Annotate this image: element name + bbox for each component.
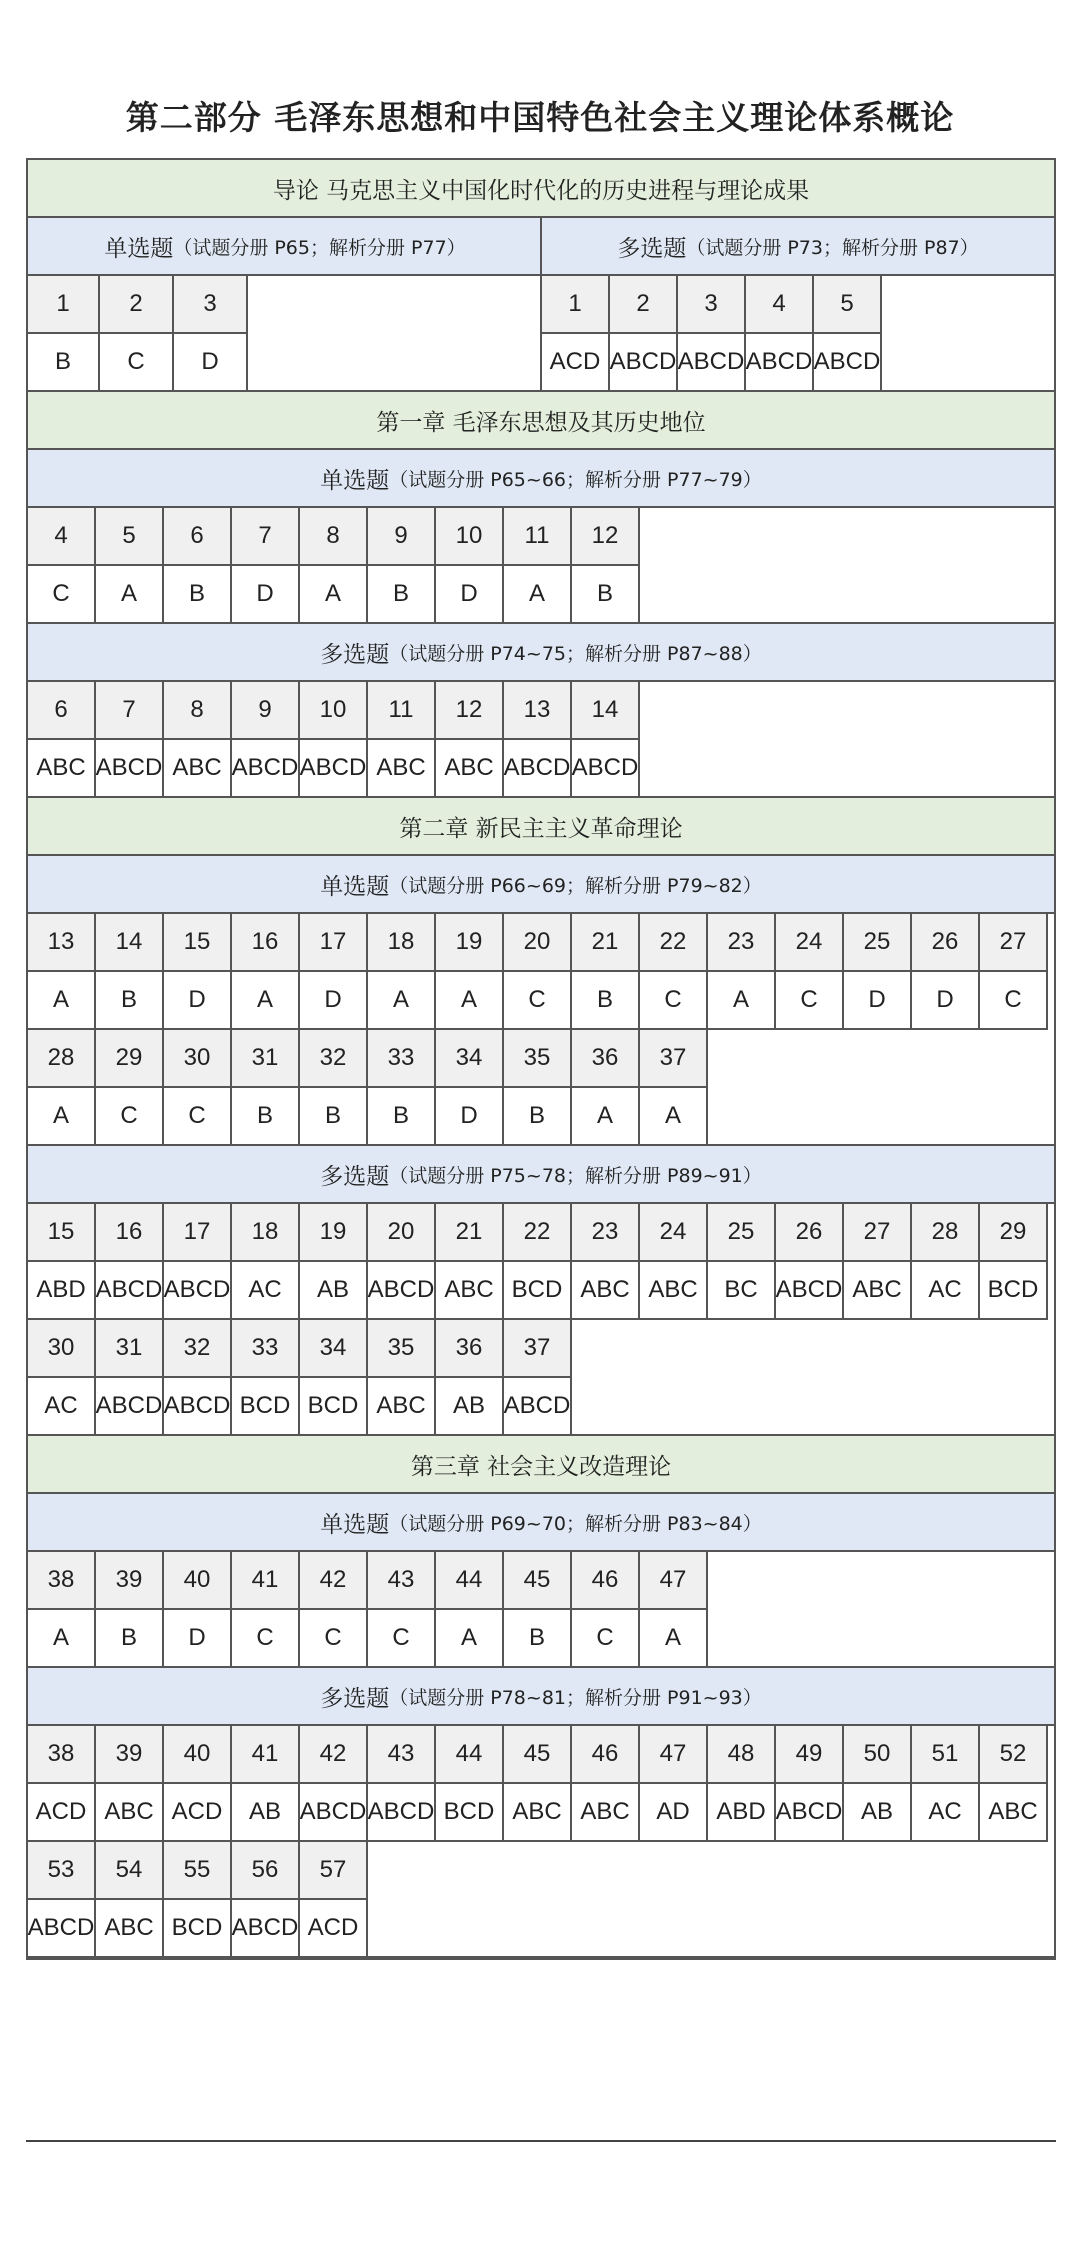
- question-number-cell: 2: [100, 276, 174, 334]
- question-number-cell: 29: [96, 1030, 164, 1088]
- answer-cell: ABC: [96, 1784, 164, 1842]
- answer-cell: B: [572, 566, 640, 624]
- answer-cell: ACD: [164, 1784, 232, 1842]
- question-number-cell: 53: [28, 1842, 96, 1900]
- question-number-cell: 9: [368, 508, 436, 566]
- question-number-cell: 45: [504, 1726, 572, 1784]
- answer-cell: C: [100, 334, 174, 392]
- answer-cell: B: [368, 1088, 436, 1146]
- multi-choice-header-page-ref: （试题分册 P75~78；解析分册 P89~91）: [389, 1164, 762, 1187]
- answer-cell: C: [640, 972, 708, 1030]
- answer-cell: C: [28, 566, 96, 624]
- answer-cell: ACD: [300, 1900, 368, 1958]
- multi-choice-header: [28, 1146, 1054, 1204]
- answer-cell: ABCD: [368, 1784, 436, 1842]
- answer-cell: BCD: [164, 1900, 232, 1958]
- answer-cell: A: [708, 972, 776, 1030]
- answer-cell: ACD: [542, 334, 610, 392]
- question-number-cell: 48: [708, 1726, 776, 1784]
- question-number-cell: 36: [436, 1320, 504, 1378]
- answer-cell: ABC: [980, 1784, 1048, 1842]
- question-number-cell: 26: [912, 914, 980, 972]
- question-number-cell: 37: [504, 1320, 572, 1378]
- question-number-cell: 34: [436, 1030, 504, 1088]
- question-number-cell: 7: [232, 508, 300, 566]
- answer-cell: A: [572, 1088, 640, 1146]
- question-number-cell: 35: [368, 1320, 436, 1378]
- question-number-cell: 1: [28, 276, 100, 334]
- question-number-cell: 46: [572, 1726, 640, 1784]
- answer-cell: AB: [844, 1784, 912, 1842]
- row-divider: [368, 1956, 1054, 1958]
- question-number-cell: 12: [572, 508, 640, 566]
- multi-choice-header: [28, 624, 1054, 682]
- answer-cell: C: [980, 972, 1048, 1030]
- question-number-cell: 41: [232, 1552, 300, 1610]
- answer-cell: D: [844, 972, 912, 1030]
- single-choice-header-page-ref: （试题分册 P65~66；解析分册 P77~79）: [389, 468, 762, 491]
- answer-cell: ABCD: [300, 1784, 368, 1842]
- answer-cell: A: [436, 972, 504, 1030]
- multi-choice-header: [542, 218, 1054, 276]
- question-number-cell: 3: [174, 276, 248, 334]
- answer-cell: AB: [232, 1784, 300, 1842]
- multi-choice-header-label: 多选题: [320, 1163, 390, 1190]
- answer-cell: A: [436, 1610, 504, 1668]
- question-number-cell: 25: [708, 1204, 776, 1262]
- multi-choice-header-page-ref: （试题分册 P74~75；解析分册 P87~88）: [389, 642, 762, 665]
- question-number-cell: 25: [844, 914, 912, 972]
- question-number-cell: 11: [368, 682, 436, 740]
- answer-cell: B: [96, 972, 164, 1030]
- answer-cell: D: [436, 1088, 504, 1146]
- page-title: 第二部分 毛泽东思想和中国特色社会主义理论体系概论: [125, 98, 955, 137]
- multi-choice-header-page-ref: （试题分册 P73；解析分册 P87）: [686, 236, 979, 259]
- question-number-cell: 32: [164, 1320, 232, 1378]
- answer-cell: D: [436, 566, 504, 624]
- question-number-cell: 40: [164, 1726, 232, 1784]
- question-number-cell: 18: [368, 914, 436, 972]
- question-number-cell: 44: [436, 1726, 504, 1784]
- question-number-cell: 43: [368, 1726, 436, 1784]
- multi-choice-header-label: 多选题: [320, 641, 390, 668]
- question-number-cell: 27: [844, 1204, 912, 1262]
- answer-cell: BCD: [300, 1378, 368, 1436]
- question-number-cell: 57: [300, 1842, 368, 1900]
- single-choice-header-page-ref: （试题分册 P66~69；解析分册 P79~82）: [389, 874, 762, 897]
- question-number-cell: 6: [164, 508, 232, 566]
- answer-cell: B: [300, 1088, 368, 1146]
- answer-cell: ABCD: [164, 1262, 232, 1320]
- question-number-cell: 22: [640, 914, 708, 972]
- question-number-cell: 36: [572, 1030, 640, 1088]
- answer-cell: A: [368, 972, 436, 1030]
- answer-cell: ABC: [368, 1378, 436, 1436]
- answer-cell: D: [300, 972, 368, 1030]
- answer-cell: ABCD: [28, 1900, 96, 1958]
- answer-cell: BCD: [232, 1378, 300, 1436]
- single-choice-header-label: 单选题: [320, 873, 390, 900]
- question-number-cell: 5: [814, 276, 882, 334]
- question-number-cell: 16: [232, 914, 300, 972]
- answer-cell: ABD: [28, 1262, 96, 1320]
- section-title: [28, 160, 1054, 218]
- multi-choice-header-label: 多选题: [320, 1685, 390, 1712]
- question-number-cell: 50: [844, 1726, 912, 1784]
- answer-cell: ABC: [368, 740, 436, 798]
- answer-cell: ABC: [96, 1900, 164, 1958]
- question-number-cell: 21: [572, 914, 640, 972]
- section-title: [28, 798, 1054, 856]
- answer-cell: B: [572, 972, 640, 1030]
- question-number-cell: 3: [678, 276, 746, 334]
- question-number-cell: 14: [96, 914, 164, 972]
- answer-cell: B: [164, 566, 232, 624]
- question-number-cell: 17: [300, 914, 368, 972]
- single-choice-header: [28, 450, 1054, 508]
- answer-cell: ABCD: [96, 740, 164, 798]
- answer-cell: ABCD: [164, 1378, 232, 1436]
- question-number-cell: 20: [368, 1204, 436, 1262]
- single-choice-header-label: 单选题: [320, 467, 390, 494]
- answer-cell: ABCD: [504, 1378, 572, 1436]
- answer-cell: AD: [640, 1784, 708, 1842]
- answer-cell: D: [232, 566, 300, 624]
- answer-cell: A: [28, 972, 96, 1030]
- answer-cell: ABCD: [776, 1784, 844, 1842]
- section-title-label: 第三章 社会主义改造理论: [410, 1453, 672, 1480]
- question-number-cell: 55: [164, 1842, 232, 1900]
- question-number-cell: 28: [28, 1030, 96, 1088]
- answer-cell: AC: [912, 1262, 980, 1320]
- answer-cell: ABCD: [678, 334, 746, 392]
- answer-cell: C: [572, 1610, 640, 1668]
- single-choice-header-label: 单选题: [320, 1511, 390, 1538]
- answer-cell: ABCD: [96, 1378, 164, 1436]
- answer-cell: C: [776, 972, 844, 1030]
- question-number-cell: 33: [232, 1320, 300, 1378]
- question-number-cell: 42: [300, 1726, 368, 1784]
- answer-cell: C: [368, 1610, 436, 1668]
- answer-cell: ABCD: [814, 334, 882, 392]
- answer-cell: AC: [912, 1784, 980, 1842]
- question-number-cell: 54: [96, 1842, 164, 1900]
- answer-cell: ABC: [572, 1784, 640, 1842]
- question-number-cell: 33: [368, 1030, 436, 1088]
- answer-cell: ABCD: [232, 1900, 300, 1958]
- question-number-cell: 43: [368, 1552, 436, 1610]
- section-title: [28, 392, 1054, 450]
- question-number-cell: 14: [572, 682, 640, 740]
- question-number-cell: 15: [28, 1204, 96, 1262]
- question-number-cell: 47: [640, 1726, 708, 1784]
- question-number-cell: 45: [504, 1552, 572, 1610]
- answer-cell: ABC: [572, 1262, 640, 1320]
- answer-cell: D: [164, 1610, 232, 1668]
- question-number-cell: 4: [28, 508, 96, 566]
- answer-cell: ACD: [28, 1784, 96, 1842]
- answer-cell: ABD: [708, 1784, 776, 1842]
- answer-cell: AB: [300, 1262, 368, 1320]
- answer-cell: ABC: [504, 1784, 572, 1842]
- answer-cell: ABCD: [368, 1262, 436, 1320]
- question-number-cell: 22: [504, 1204, 572, 1262]
- question-number-cell: 23: [572, 1204, 640, 1262]
- footer-divider: [26, 2140, 1056, 2142]
- question-number-cell: 2: [610, 276, 678, 334]
- question-number-cell: 30: [164, 1030, 232, 1088]
- answer-cell: ABCD: [232, 740, 300, 798]
- question-number-cell: 16: [96, 1204, 164, 1262]
- section-title-label: 第二章 新民主主义革命理论: [399, 815, 683, 842]
- multi-choice-header-label: 多选题: [617, 235, 687, 262]
- question-number-cell: 46: [572, 1552, 640, 1610]
- question-number-cell: 24: [640, 1204, 708, 1262]
- answer-cell: B: [504, 1088, 572, 1146]
- question-number-cell: 5: [96, 508, 164, 566]
- answer-cell: ABCD: [746, 334, 814, 392]
- question-number-cell: 47: [640, 1552, 708, 1610]
- answer-cell: ABC: [28, 740, 96, 798]
- question-number-cell: 4: [746, 276, 814, 334]
- question-number-cell: 12: [436, 682, 504, 740]
- question-number-cell: 13: [28, 914, 96, 972]
- answer-cell: BCD: [980, 1262, 1048, 1320]
- question-number-cell: 9: [232, 682, 300, 740]
- answer-cell: A: [28, 1610, 96, 1668]
- question-number-cell: 27: [980, 914, 1048, 972]
- question-number-cell: 56: [232, 1842, 300, 1900]
- question-number-cell: 7: [96, 682, 164, 740]
- answer-cell: B: [28, 334, 100, 392]
- question-number-cell: 19: [436, 914, 504, 972]
- question-number-cell: 44: [436, 1552, 504, 1610]
- section-title-label: 第一章 毛泽东思想及其历史地位: [376, 409, 706, 436]
- question-number-cell: 30: [28, 1320, 96, 1378]
- question-number-cell: 24: [776, 914, 844, 972]
- answer-cell: D: [164, 972, 232, 1030]
- single-choice-header-label: 单选题: [104, 235, 174, 262]
- answer-cell: A: [640, 1610, 708, 1668]
- question-number-cell: 37: [640, 1030, 708, 1088]
- question-number-cell: 10: [436, 508, 504, 566]
- question-number-cell: 39: [96, 1552, 164, 1610]
- question-number-cell: 38: [28, 1552, 96, 1610]
- question-number-cell: 34: [300, 1320, 368, 1378]
- question-number-cell: 20: [504, 914, 572, 972]
- single-choice-header-page-ref: （试题分册 P65；解析分册 P77）: [173, 236, 466, 259]
- answer-cell: D: [174, 334, 248, 392]
- answer-cell: AC: [232, 1262, 300, 1320]
- answer-cell: A: [640, 1088, 708, 1146]
- question-number-cell: 40: [164, 1552, 232, 1610]
- question-number-cell: 26: [776, 1204, 844, 1262]
- single-choice-header: [28, 856, 1054, 914]
- answer-cell: C: [96, 1088, 164, 1146]
- answer-cell: C: [504, 972, 572, 1030]
- question-number-cell: 18: [232, 1204, 300, 1262]
- answer-cell: A: [504, 566, 572, 624]
- question-number-cell: 15: [164, 914, 232, 972]
- answer-cell: AB: [436, 1378, 504, 1436]
- answer-cell: ABCD: [610, 334, 678, 392]
- question-number-cell: 11: [504, 508, 572, 566]
- question-number-cell: 35: [504, 1030, 572, 1088]
- question-number-cell: 41: [232, 1726, 300, 1784]
- question-number-cell: 39: [96, 1726, 164, 1784]
- answer-cell: ABC: [640, 1262, 708, 1320]
- question-number-cell: 49: [776, 1726, 844, 1784]
- multi-choice-header-page-ref: （试题分册 P78~81；解析分册 P91~93）: [389, 1686, 762, 1709]
- answer-cell: ABC: [436, 1262, 504, 1320]
- question-number-cell: 13: [504, 682, 572, 740]
- answer-cell: ABC: [436, 740, 504, 798]
- answer-cell: C: [300, 1610, 368, 1668]
- answer-cell: B: [504, 1610, 572, 1668]
- answer-cell: BCD: [436, 1784, 504, 1842]
- answer-cell: ABC: [844, 1262, 912, 1320]
- multi-choice-header: [28, 1668, 1054, 1726]
- question-number-cell: 10: [300, 682, 368, 740]
- question-number-cell: 32: [300, 1030, 368, 1088]
- section-title-label: 导论 马克思主义中国化时代化的历史进程与理论成果: [272, 177, 810, 204]
- answer-cell: ABCD: [776, 1262, 844, 1320]
- answer-cell: BCD: [504, 1262, 572, 1320]
- single-choice-header-page-ref: （试题分册 P69~70；解析分册 P83~84）: [389, 1512, 762, 1535]
- question-number-cell: 51: [912, 1726, 980, 1784]
- answer-cell: BC: [708, 1262, 776, 1320]
- question-number-cell: 38: [28, 1726, 96, 1784]
- answer-cell: B: [368, 566, 436, 624]
- answer-cell: C: [164, 1088, 232, 1146]
- single-choice-header: [28, 1494, 1054, 1552]
- answer-cell: ABC: [164, 740, 232, 798]
- answer-cell: AC: [28, 1378, 96, 1436]
- question-number-cell: 31: [96, 1320, 164, 1378]
- question-number-cell: 19: [300, 1204, 368, 1262]
- question-number-cell: 8: [164, 682, 232, 740]
- question-number-cell: 8: [300, 508, 368, 566]
- answer-cell: ABCD: [572, 740, 640, 798]
- answer-cell: A: [28, 1088, 96, 1146]
- section-title: [28, 1436, 1054, 1494]
- question-number-cell: 23: [708, 914, 776, 972]
- answer-cell: A: [300, 566, 368, 624]
- answer-cell: B: [232, 1088, 300, 1146]
- answer-cell: ABCD: [300, 740, 368, 798]
- answer-cell: B: [96, 1610, 164, 1668]
- single-choice-header: [28, 218, 542, 276]
- answer-cell: ABCD: [96, 1262, 164, 1320]
- question-number-cell: 52: [980, 1726, 1048, 1784]
- answer-cell: C: [232, 1610, 300, 1668]
- answer-cell: ABCD: [504, 740, 572, 798]
- question-number-cell: 42: [300, 1552, 368, 1610]
- question-number-cell: 28: [912, 1204, 980, 1262]
- question-number-cell: 21: [436, 1204, 504, 1262]
- answer-sheet: [26, 158, 1056, 1960]
- question-number-cell: 1: [542, 276, 610, 334]
- question-number-cell: 29: [980, 1204, 1048, 1262]
- question-number-cell: 17: [164, 1204, 232, 1262]
- answer-cell: A: [232, 972, 300, 1030]
- answer-cell: D: [912, 972, 980, 1030]
- answer-cell: A: [96, 566, 164, 624]
- question-number-cell: 6: [28, 682, 96, 740]
- question-number-cell: 31: [232, 1030, 300, 1088]
